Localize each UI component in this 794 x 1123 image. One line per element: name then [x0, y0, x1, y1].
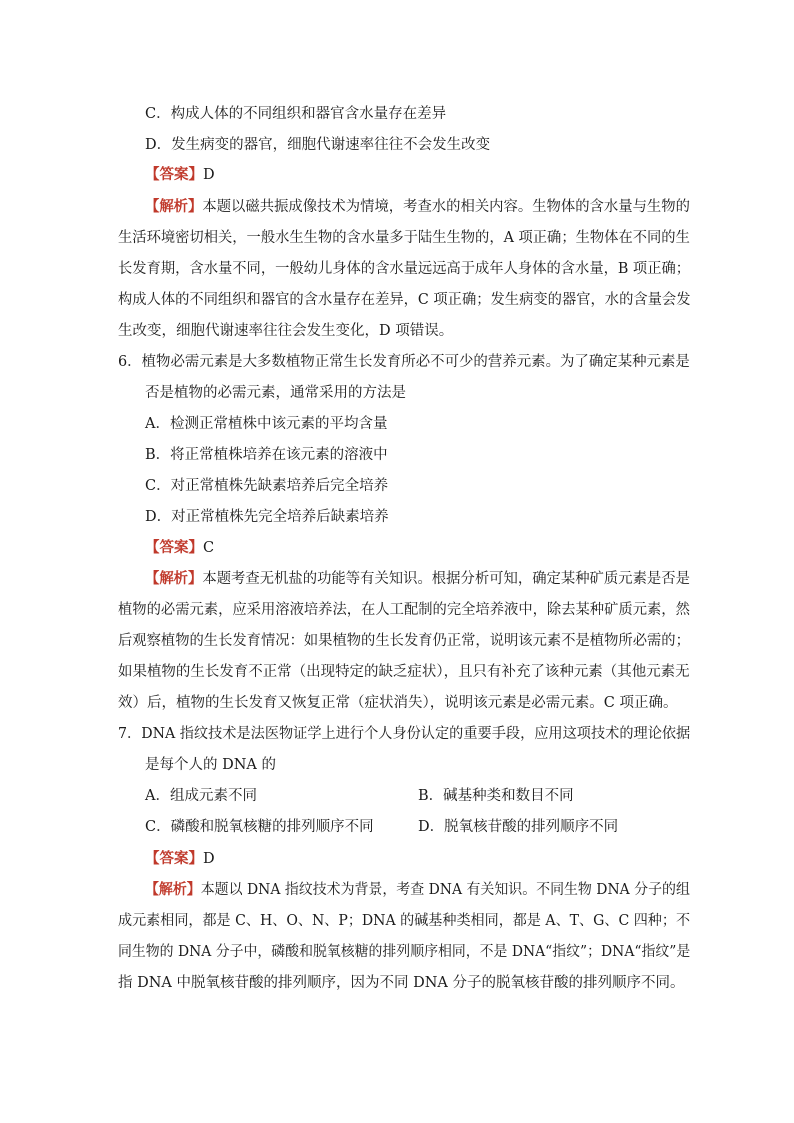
q6-analysis-line-4: 如果植物的生长发育不正常（出现特定的缺乏症状），且只有补充了该种元素（其他元素无 [118, 664, 690, 680]
answer-label: 【答案】 [145, 166, 203, 183]
q6-analysis-line-1 [145, 568, 690, 590]
analysis-label: 【解析】 [145, 570, 203, 587]
analysis-text: 本题以 DNA 指纹技术为背景，考查 DNA 有关知识。不同生物 DNA 分子的组 [200, 882, 690, 898]
q6-option-a: A．检测正常植株中该元素的平均含量 [145, 416, 388, 432]
q7-option-c: C．磷酸和脱氧核糖的排列顺序不同 [145, 819, 374, 835]
q6-option-d: D．对正常植株先完全培养后缺素培养 [145, 509, 389, 525]
q5-answer [145, 164, 215, 186]
q7-option-b: B．碱基种类和数目不同 [418, 788, 574, 804]
analysis-text: 本题考查无机盐的功能等有关知识。根据分析可知，确定某种矿质元素是否是 [202, 571, 690, 587]
q5-analysis-line-5: 生改变，细胞代谢速率往往会发生变化，D 项错误。 [118, 323, 454, 339]
q7-analysis-line-2: 成元素相同，都是 C、H、O、N、P；DNA 的碱基种类相同，都是 A、T、G、C 四种；不 [118, 913, 691, 929]
analysis-label: 【解析】 [145, 198, 203, 215]
q7-answer [145, 848, 215, 870]
answer-value: D [203, 851, 215, 867]
q7-analysis-line-3: 同生物的 DNA 分子中，磷酸和脱氧核糖的排列顺序相同，不是 DNA“指纹”；DNA“指纹”是 [118, 944, 691, 960]
q7-stem-line-1: 7．DNA 指纹技术是法医物证学上进行个人身份认定的重要手段，应用这项技术的理论依据 [118, 726, 691, 742]
q7-stem-line-2: 是每个人的 DNA 的 [145, 757, 277, 773]
analysis-label: 【解析】 [145, 881, 201, 898]
q5-option-d: D．发生病变的器官，细胞代谢速率往往不会发生改变 [145, 137, 491, 153]
q6-answer [145, 537, 214, 559]
answer-label: 【答案】 [145, 539, 203, 556]
q5-analysis-line-3: 长发育期，含水量不同，一般幼儿身体的含水量远远高于成年人身体的含水量，B 项正确； [118, 261, 691, 277]
answer-label: 【答案】 [145, 850, 203, 867]
q7-option-a: A．组成元素不同 [145, 788, 257, 804]
answer-value: D [203, 167, 215, 183]
q6-analysis-line-3: 后观察植物的生长发育情况：如果植物的生长发育仍正常，说明该元素不是植物所必需的； [118, 633, 690, 649]
q6-analysis-line-5: 效）后，植物的生长发育又恢复正常（症状消失），说明该元素是必需元素。C 项正确。 [118, 695, 678, 711]
q6-analysis-line-2: 植物的必需元素，应采用溶液培养法，在人工配制的完全培养液中，除去某种矿质元素，然 [118, 602, 690, 618]
q6-option-b: B．将正常植株培养在该元素的溶液中 [145, 447, 388, 463]
q5-analysis-line-4: 构成人体的不同组织和器官的含水量存在差异，C 项正确；发生病变的器官，水的含量会发 [118, 292, 691, 308]
answer-value: C [203, 540, 215, 556]
q6-option-c: C．对正常植株先缺素培养后完全培养 [145, 478, 389, 494]
q5-analysis-line-1 [145, 196, 690, 218]
q6-stem-line-2: 否是植物的必需元素，通常采用的方法是 [145, 385, 406, 401]
q7-analysis-line-4: 指 DNA 中脱氧核苷酸的排列顺序，因为不同 DNA 分子的脱氧核苷酸的排列顺序不同。 [118, 975, 685, 991]
q6-stem-line-1: 6．植物必需元素是大多数植物正常生长发育所必不可少的营养元素。为了确定某种元素是 [118, 354, 690, 370]
q7-option-d: D．脱氧核苷酸的排列顺序不同 [418, 819, 619, 835]
q5-option-c: C．构成人体的不同组织和器官含水量存在差异 [145, 106, 447, 122]
q5-analysis-line-2: 生活环境密切相关，一般水生生物的含水量多于陆生生物的，A 项正确；生物体在不同的生 [118, 230, 690, 246]
q7-analysis-line-1 [145, 879, 690, 901]
analysis-text: 本题以磁共振成像技术为情境，考查水的相关内容。生物体的含水量与生物的 [202, 199, 690, 215]
